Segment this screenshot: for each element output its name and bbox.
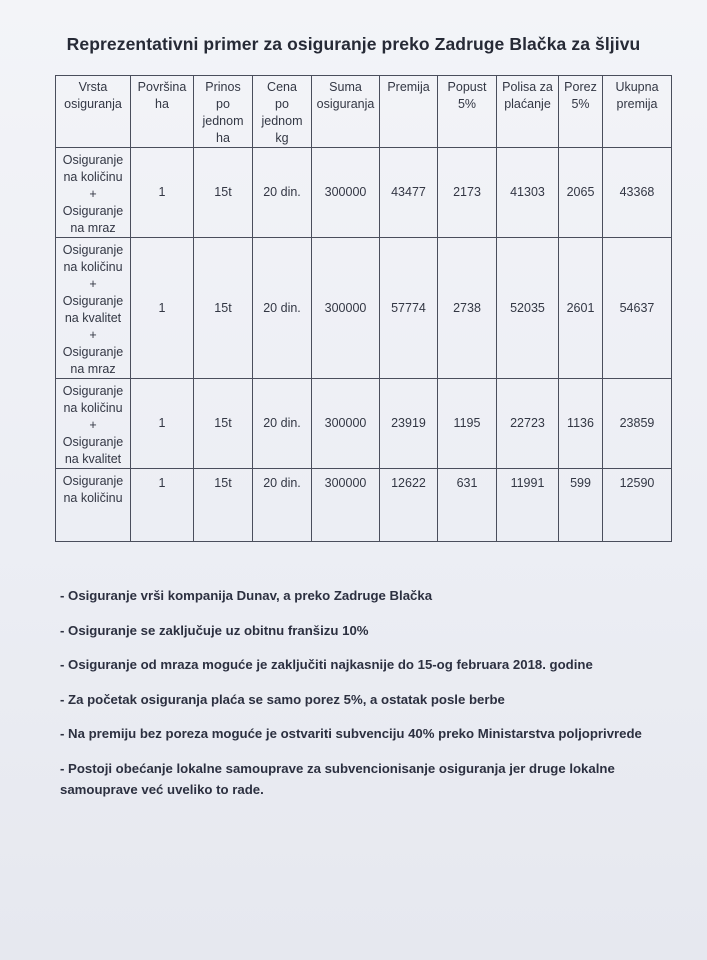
insurance-type-line: na količinu (63, 260, 123, 274)
table-cell: 2173 (438, 148, 497, 238)
column-header-line: jednom (202, 114, 244, 128)
note-item: - Za početak osiguranja plaća se samo porez 5%, a ostatak posle berbe (60, 691, 505, 707)
insurance-type-line: Osiguranje (62, 435, 124, 449)
table-row (56, 238, 672, 379)
column-header-line: Ukupna (615, 80, 659, 94)
table-cell: 52035 (497, 238, 559, 379)
insurance-type-line: na kvalitet (64, 311, 122, 325)
insurance-type-line: na količinu (63, 401, 123, 415)
insurance-type-cell (56, 238, 131, 379)
column-header-line: kg (275, 131, 289, 145)
column-header-line: Površina (137, 80, 187, 94)
table-header-row (56, 76, 672, 148)
table-cell: 300000 (312, 238, 380, 379)
column-header-line: Polisa za (502, 80, 553, 94)
table-cell: 300000 (312, 148, 380, 238)
column-header-line: Vrsta (78, 80, 108, 94)
note-item: - Postoji obećanje lokalne samouprave za subvencionisanje osiguranja jer druge lokalne samouprave već uveliko to rade. (60, 760, 615, 797)
table-cell: 1136 (559, 379, 603, 469)
column-header-line: Suma (329, 80, 362, 94)
column-header-line: Porez (564, 80, 597, 94)
note-item: - Na premiju bez poreza moguće je ostvariti subvenciju 40% preko Ministarstva poljoprivrede (60, 726, 642, 741)
column-header (380, 76, 438, 148)
column-header (131, 76, 194, 148)
table-cell: 57774 (380, 238, 438, 379)
table-cell: 20 din. (253, 379, 312, 469)
column-header (438, 76, 497, 148)
column-header-line: Premija (387, 80, 430, 94)
table-cell: 300000 (312, 469, 380, 542)
insurance-type-line: Osiguranje (62, 243, 124, 257)
column-header-line: premija (616, 97, 658, 111)
table-cell: 15t (194, 379, 253, 469)
column-header-line: Popust (447, 80, 487, 94)
table-cell: 23919 (380, 379, 438, 469)
table-cell: 1 (131, 469, 194, 542)
insurance-type-line: Osiguranje (62, 345, 124, 359)
table-cell: 54637 (603, 238, 672, 379)
document-title: Reprezentativni primer za osiguranje preko Zadruge Blačka za šljivu (66, 34, 641, 54)
notes-list (60, 585, 680, 813)
table-cell: 15t (194, 148, 253, 238)
table-cell: 11991 (497, 469, 559, 542)
table-cell: 43368 (603, 148, 672, 238)
table-cell: 1 (131, 379, 194, 469)
column-header (253, 76, 312, 148)
column-header-line: 5% (457, 97, 477, 111)
table-cell: 22723 (497, 379, 559, 469)
table-cell: 41303 (497, 148, 559, 238)
table-cell: 15t (194, 469, 253, 542)
note-item: - Osiguranje vrši kompanija Dunav, a preko Zadruge Blačka (60, 588, 433, 603)
table-cell: 15t (194, 238, 253, 379)
insurance-type-line: Osiguranje (62, 204, 124, 218)
insurance-type-cell (56, 469, 131, 542)
note-item: - Osiguranje se zaključuje uz obitnu franšizu 10% (60, 622, 369, 638)
note-item: - Osiguranje od mraza moguće je zaključiti najkasnije do 15-og februara 2018. godine (60, 657, 593, 672)
table-cell: 20 din. (253, 469, 312, 542)
insurance-type-line: + (89, 187, 97, 201)
column-header-line: osiguranja (64, 97, 122, 111)
column-header (56, 76, 131, 148)
insurance-type-line: Osiguranje (62, 153, 124, 167)
table-cell: 2065 (559, 148, 603, 238)
insurance-type-line: Osiguranje (62, 294, 124, 308)
insurance-type-line: + (89, 418, 97, 432)
insurance-type-line: na količinu (63, 170, 123, 184)
table-cell: 2738 (438, 238, 497, 379)
column-header-line: osiguranja (316, 97, 375, 111)
insurance-type-line: Osiguranje (62, 384, 124, 398)
column-header-line: po (216, 97, 230, 111)
insurance-type-cell (56, 148, 131, 238)
insurance-type-line: na mraz (70, 362, 116, 376)
column-header-line: plaćanje (504, 97, 551, 111)
table-row (56, 148, 672, 238)
column-header (603, 76, 672, 148)
column-header (497, 76, 559, 148)
column-header-line: Prinos (205, 80, 241, 94)
table-cell: 1 (131, 148, 194, 238)
insurance-type-line: na mraz (70, 221, 116, 235)
table-cell: 20 din. (253, 238, 312, 379)
insurance-type-line: Osiguranje (62, 474, 124, 488)
column-header (559, 76, 603, 148)
insurance-table (55, 75, 672, 542)
column-header-line: Cena (267, 80, 297, 94)
table-cell: 599 (559, 469, 603, 542)
insurance-type-line: na količinu (63, 491, 123, 505)
column-header (194, 76, 253, 148)
column-header-line: po (275, 97, 289, 111)
insurance-type-line: + (89, 328, 97, 342)
column-header-line: 5% (571, 97, 590, 111)
column-header-line: ha (216, 131, 230, 145)
column-header-line: ha (155, 97, 169, 111)
table-body (56, 148, 672, 542)
column-header-line: jednom (261, 114, 303, 128)
table-cell: 2601 (559, 238, 603, 379)
table-cell: 43477 (380, 148, 438, 238)
table-cell: 300000 (312, 379, 380, 469)
insurance-type-line: + (89, 277, 97, 291)
table-cell: 12622 (380, 469, 438, 542)
table-row (56, 379, 672, 469)
table-cell: 1195 (438, 379, 497, 469)
column-header (312, 76, 380, 148)
table-cell: 631 (438, 469, 497, 542)
insurance-type-line: na kvalitet (64, 452, 122, 466)
table-cell: 12590 (603, 469, 672, 542)
table-row (56, 469, 672, 542)
insurance-type-cell (56, 379, 131, 469)
table-cell: 23859 (603, 379, 672, 469)
table-cell: 1 (131, 238, 194, 379)
table-cell: 20 din. (253, 148, 312, 238)
